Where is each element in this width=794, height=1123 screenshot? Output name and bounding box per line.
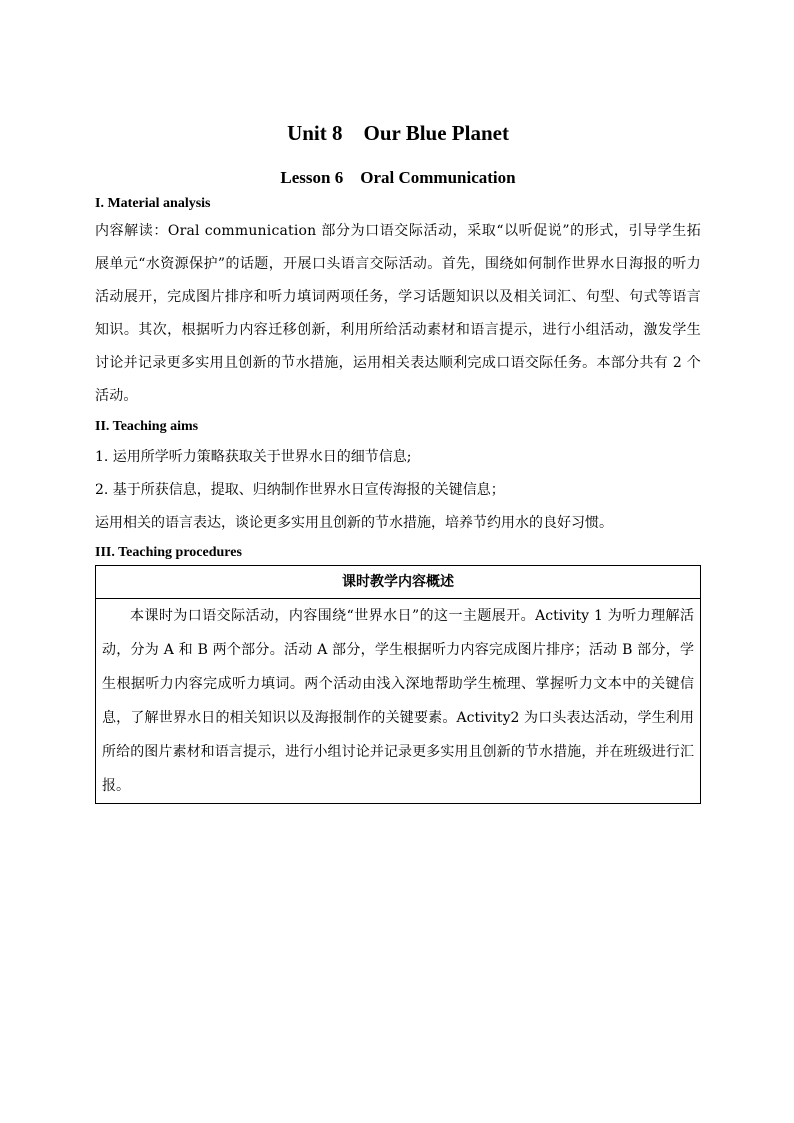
table-body-cell: 本课时为口语交际活动，内容围绕“世界水日”的这一主题展开。Activity 1 为听力理解活动，分为 A 和 B 两个部分。活动 A 部分，学生根据听力内容完成图片排序；活动 B 部分，学生根据听力内容完成听力填词。两个活动由浅入深地帮助学生梳理、掌握听力文本中的关键信息，了解世界水日的相关知识以及海报制作的关键要素。Activity2 为口头表达活动，学生利用所给的图片素材和语言提示，进行小组讨论并记录更多实用且创新的节水措施，并在班级进行汇报。	[96, 599, 701, 804]
lesson-subtitle: Lesson 6 Oral Communication	[280, 168, 516, 187]
table-header-row	[96, 566, 701, 599]
teaching-aim-item: 1. 运用所学听力策略获取关于世界水日的细节信息;	[95, 449, 412, 465]
material-analysis-paragraph: 内容解读：Oral communication 部分为口语交际活动，采取“以听促说”的形式，引导学生拓展单元“水资源保护”的话题，开展口头语言交际活动。首先，围绕如何制作世界水日海报的听力活动展开，完成图片排序和听力填词两项任务，学习话题知识以及相关词汇、句型、句式等语言知识。其次，根据听力内容迁移创新，利用所给活动素材和语言提示，进行小组活动，激发学生讨论并记录更多实用且创新的节水措施，运用相关表达顺利完成口语交际任务。本部分共有 2 个活动。	[95, 223, 701, 404]
section-heading-teaching-procedures: III. Teaching procedures	[95, 545, 242, 560]
teaching-aim-item: 运用相关的语言表达，谈论更多实用且创新的节水措施，培养节约用水的良好习惯。	[95, 515, 613, 531]
document-title: Unit 8 Our Blue Planet	[287, 121, 509, 145]
table-row	[96, 599, 701, 804]
document-page	[95, 116, 701, 804]
table-header-cell: 课时教学内容概述	[96, 566, 701, 599]
teaching-aim-item: 2. 基于所获信息，提取、归纳制作世界水日宣传海报的关键信息；	[95, 482, 505, 498]
section-heading-teaching-aims: II. Teaching aims	[95, 419, 199, 434]
section-heading-material-analysis: I. Material analysis	[95, 196, 211, 211]
lesson-overview-table	[95, 565, 701, 804]
teaching-aims-list	[95, 441, 701, 540]
